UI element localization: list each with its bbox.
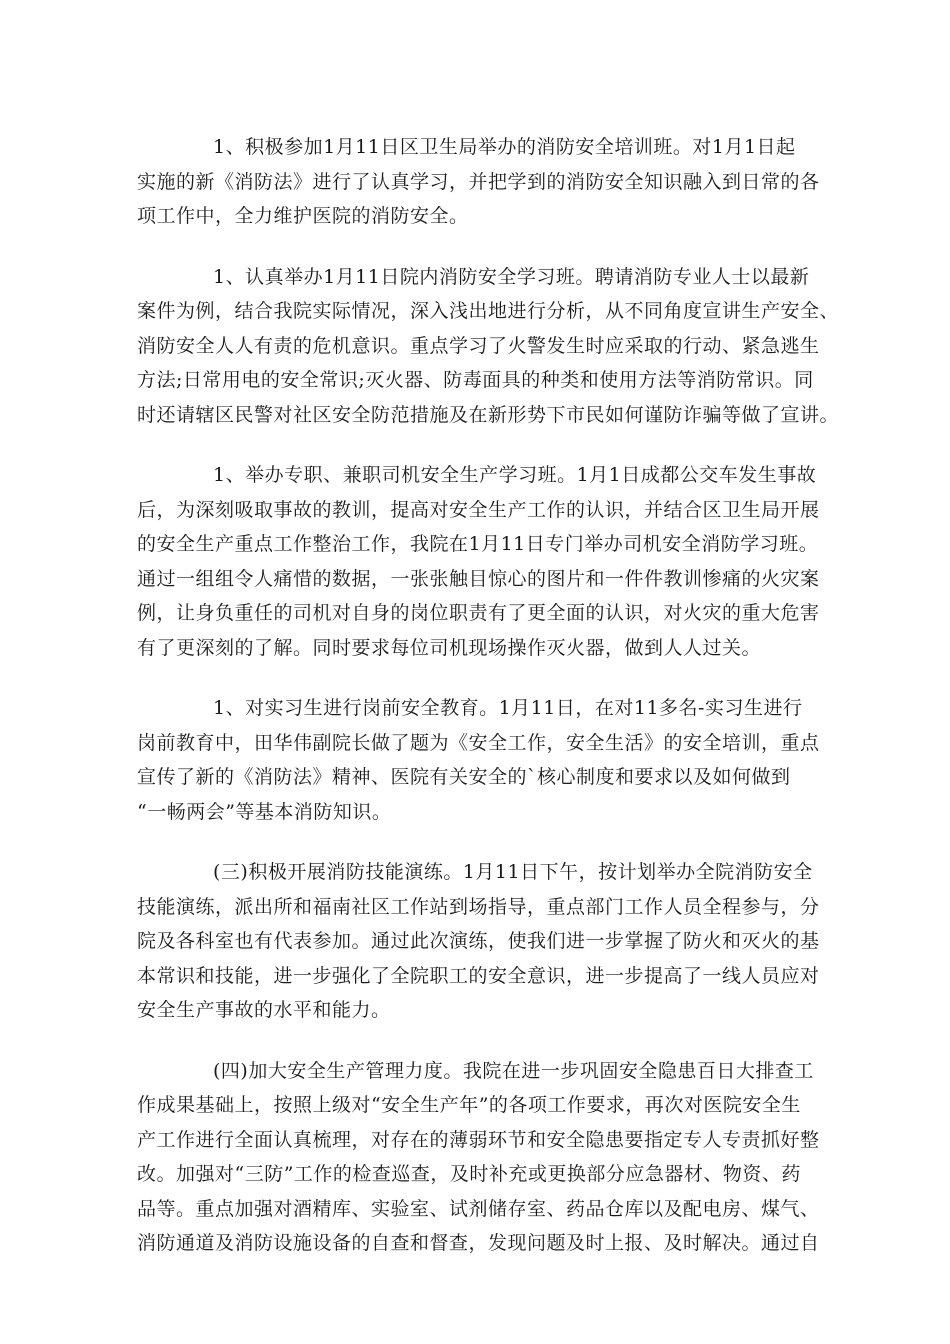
paragraph-line: 技能演练，派出所和福南社区工作站到场指导，重点部门工作人员全程参与，分 — [137, 895, 820, 918]
paragraph-line: 后，为深刻吸取事故的教训，提高对安全生产工作的认识，并结合区卫生局开展 — [137, 498, 820, 521]
paragraph-line: 1、对实习生进行岗前安全教育。1月11日，在对11多名-实习生进行 — [213, 697, 803, 719]
paragraph-line: 项工作中，全力维护医院的消防安全。 — [137, 205, 469, 227]
paragraph-line: 院及各科室也有代表参加。通过此次演练，使我们进一步掌握了防火和灭火的基 — [137, 930, 820, 952]
paragraph-line: 岗前教育中，田华伟副院长做了题为《安全工作，安全生活》的安全培训，重点 — [137, 731, 820, 754]
paragraph-2 — [137, 260, 840, 433]
paragraph-line: 例，让身负重任的司机对自身的岗位职责有了更全面的认识，对火灾的重大危害 — [137, 602, 820, 624]
paragraph-line: 1、认真举办1月11日院内消防安全学习班。聘请消防专业人士以最新 — [213, 265, 810, 288]
paragraph-line: 消防通道及消防设施设备的自查和督查，发现问题及时上报、及时解决。通过自 — [137, 1232, 820, 1254]
paragraph-line: 作成果基础上，按照上级对“安全生产年”的各项工作要求，再次对医院安全生 — [137, 1094, 801, 1116]
paragraph-line: 实施的新《消防法》进行了认真学习，并把学到的消防安全知识融入到日常的各 — [137, 170, 820, 193]
paragraph-line: (四)加大安全生产管理力度。我院在进一步巩固安全隐患百日大排查工 — [213, 1059, 814, 1082]
document-body — [137, 130, 840, 1287]
paragraph-4 — [137, 691, 820, 829]
paragraph-line: 本常识和技能，进一步强化了全院职工的安全意识，进一步提高了一线人员应对 — [137, 964, 820, 987]
paragraph-line: 产工作进行全面认真梳理，对存在的薄弱环节和安全隐患要指定专人专责抓好整 — [137, 1128, 820, 1151]
paragraph-line: 品等。重点加强对酒精库、实验室、试剂储存室、药品仓库以及配电房、煤气、 — [137, 1197, 820, 1220]
paragraph-line: 方法;日常用电的安全常识;灭火器、防毒面具的种类和使用方法等消防常识。同 — [137, 369, 814, 391]
paragraph-line: 通过一组组令人痛惜的数据，一张张触目惊心的图片和一件件教训惨痛的火灾案 — [137, 567, 820, 590]
paragraph-line: 1、积极参加1月11日区卫生局举办的消防安全培训班。对1月1日起 — [213, 136, 796, 158]
paragraph-5 — [137, 855, 820, 1028]
paragraph-3 — [137, 458, 820, 665]
paragraph-line: 安全生产事故的水平和能力。 — [137, 999, 391, 1021]
paragraph-line: 时还请辖区民警对社区安全防范措施及在新形势下市民如何谨防诈骗等做了宣讲。 — [137, 403, 840, 426]
paragraph-line: 案件为例，结合我院实际情况，深入浅出地进行分析，从不同角度宣讲生产安全、 — [137, 300, 840, 322]
paragraph-line: 消防安全人人有责的危机意识。重点学习了火警发生时应采取的行动、紧急逃生 — [137, 334, 820, 357]
paragraph-line: (三)积极开展消防技能演练。1月11日下午，按计划举办全院消防安全 — [213, 861, 813, 883]
paragraph-6 — [137, 1054, 820, 1261]
paragraph-line: 宣传了新的《消防法》精神、医院有关安全的`核心制度和要求以及如何做到 — [137, 766, 791, 788]
paragraph-line: 有了更深刻的了解。同时要求每位司机现场操作灭火器，做到人人过关。 — [137, 636, 762, 659]
paragraph-line: 改。加强对“三防”工作的检查巡查，及时补充或更换部分应急器材、物资、药 — [137, 1163, 801, 1185]
paragraph-line: 的安全生产重点工作整治工作，我院在1月11日专门举办司机安全消防学习班。 — [137, 533, 819, 555]
paragraph-line: “一畅两会”等基本消防知识。 — [137, 800, 392, 823]
paragraph-line: 1、举办专职、兼职司机安全生产学习班。1月1日成都公交车发生事故 — [213, 464, 817, 486]
paragraph-1 — [137, 130, 820, 234]
